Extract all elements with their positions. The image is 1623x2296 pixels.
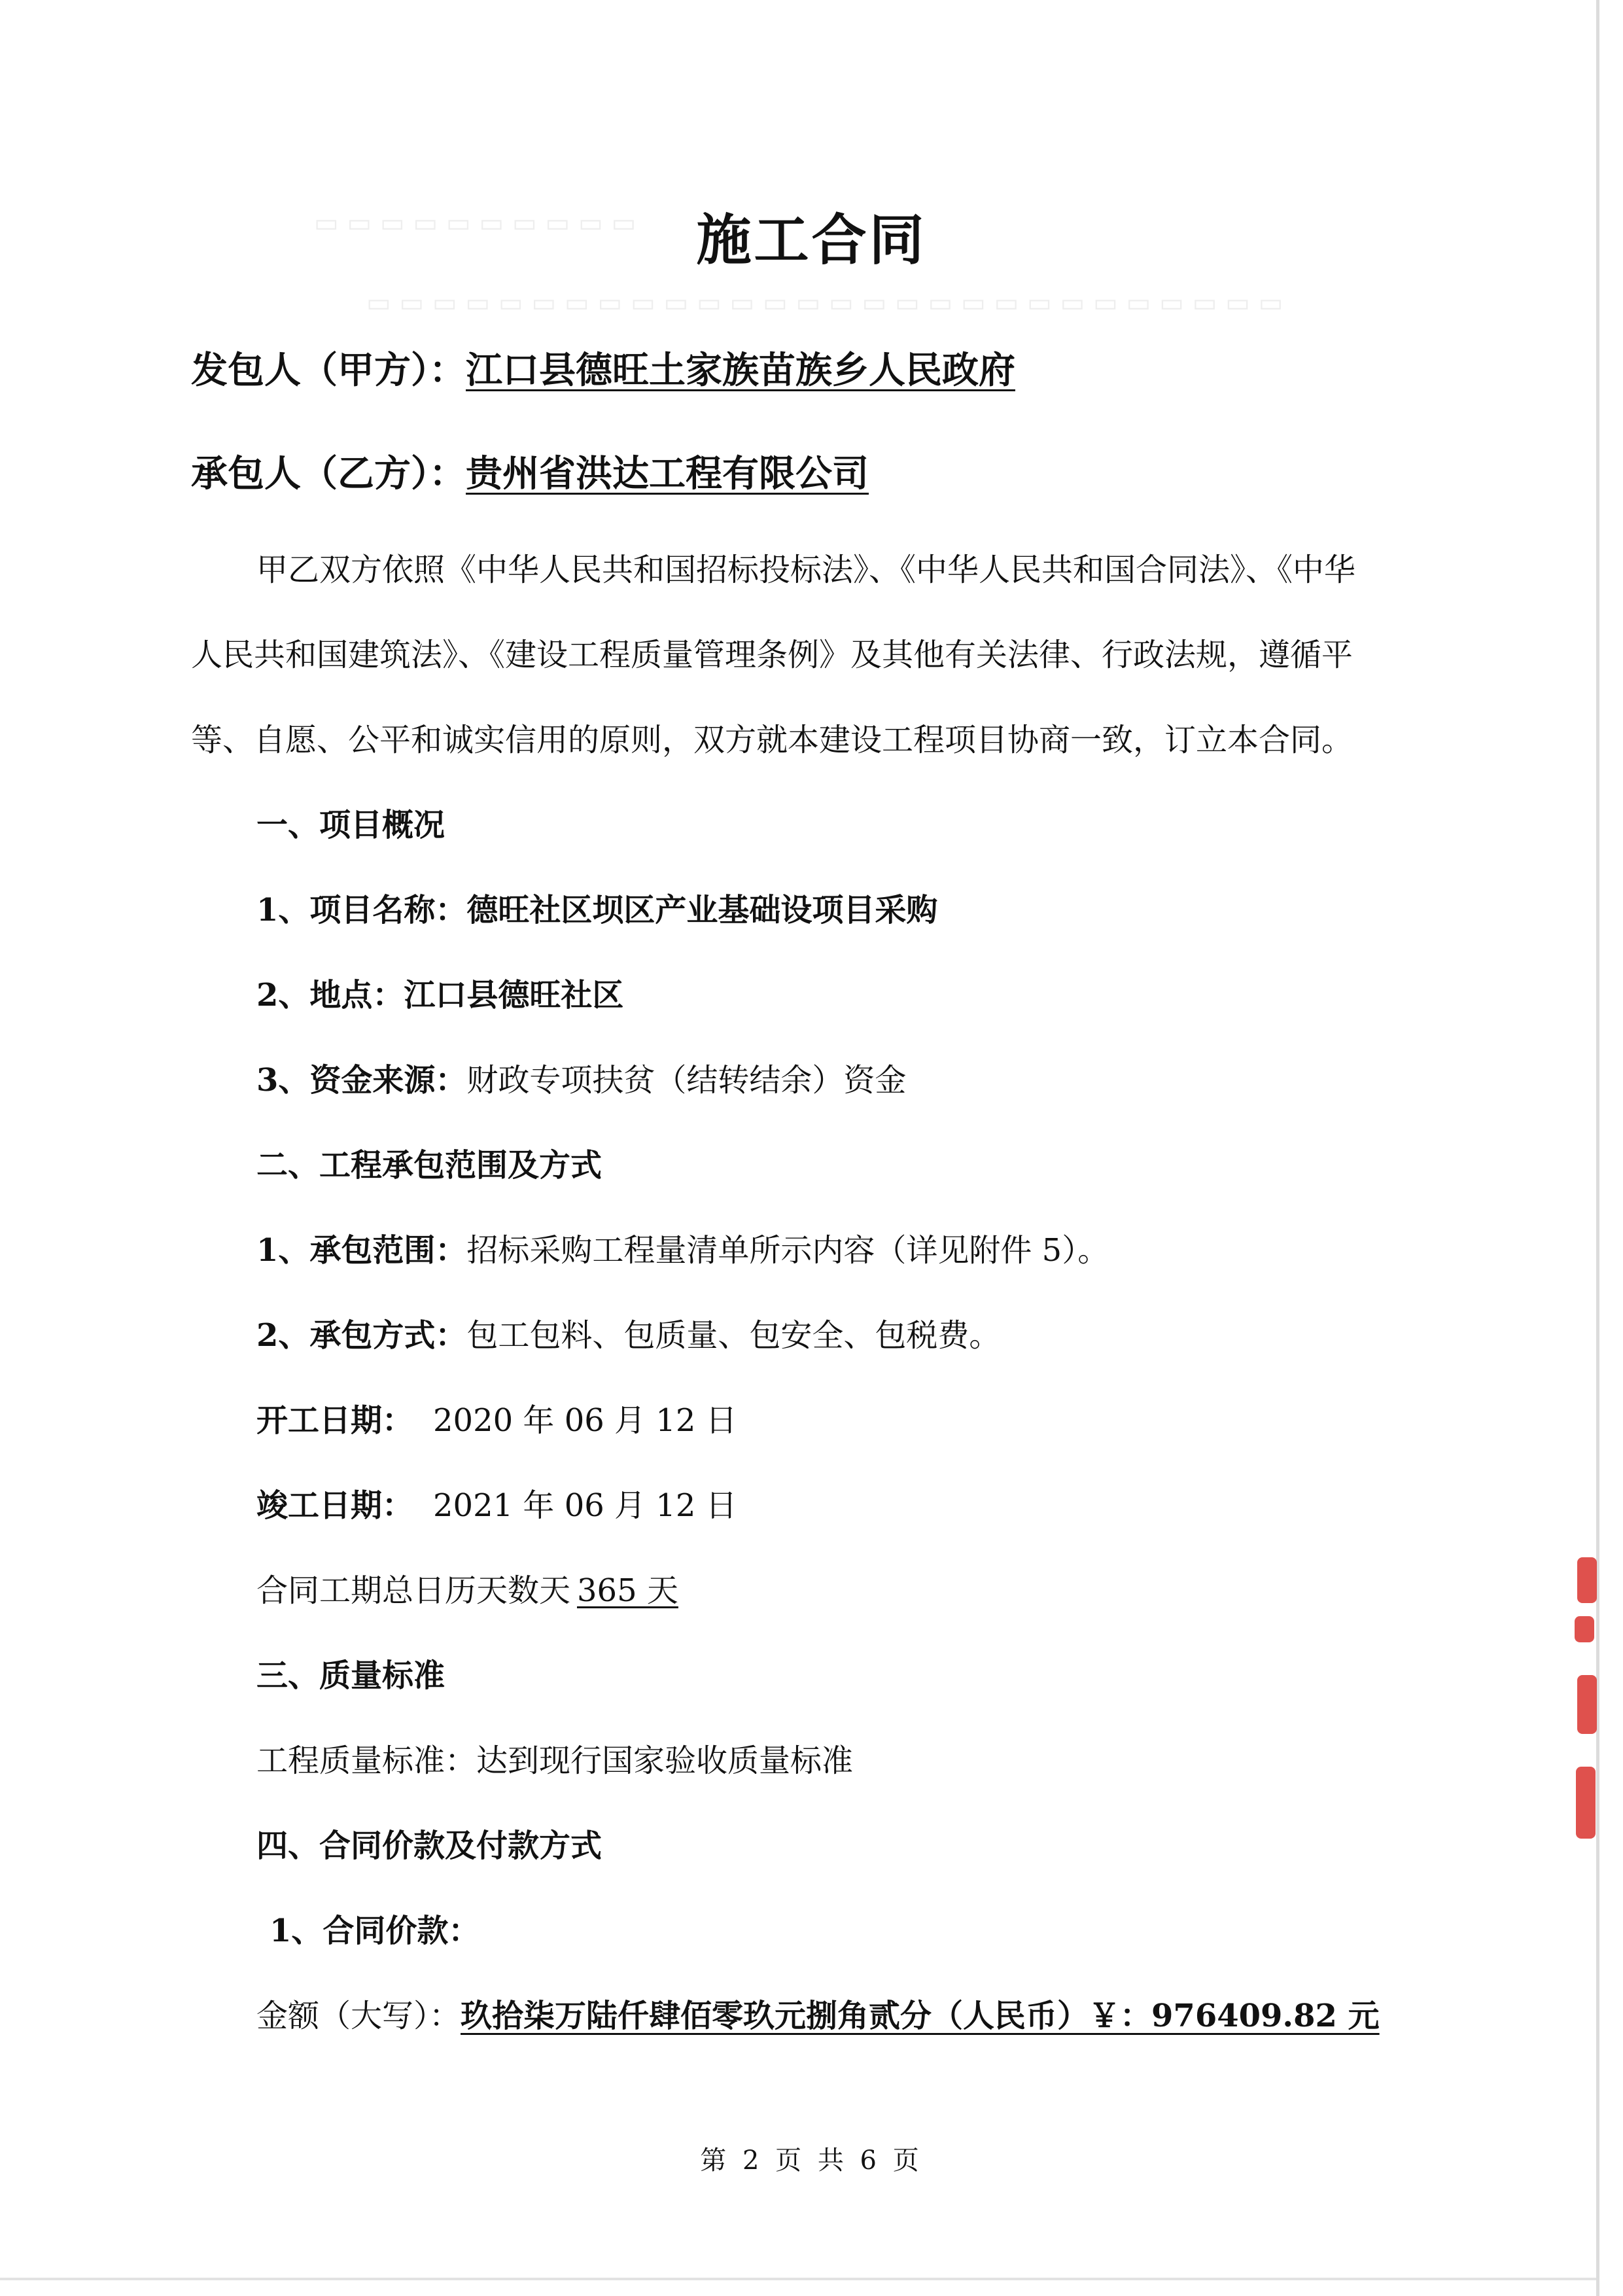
- party-a-name: 江口县德旺土家族苗族乡人民政府: [466, 349, 1015, 392]
- party-b: [191, 445, 869, 497]
- party-b-label: 承包人（乙方）：: [191, 452, 466, 495]
- section-3-heading: 三、质量标准: [256, 1657, 445, 1694]
- duration-label: 合同工期总日历天数天: [256, 1572, 571, 1609]
- quality-label: 工程质量标准：: [256, 1742, 477, 1779]
- location-label: 2、地点：: [256, 977, 404, 1014]
- section-4-heading: 四、合同价款及付款方式: [256, 1828, 602, 1864]
- project-name-label: 1、项目名称：: [256, 892, 467, 928]
- scan-edge: [1596, 0, 1599, 2296]
- party-a: [191, 342, 1015, 394]
- location-row: [256, 970, 623, 1015]
- seal-fragment: [1577, 1675, 1597, 1734]
- start-date-value: 2020 年 06 月 12 日: [433, 1402, 737, 1439]
- scope-label: 1、承包范围：: [256, 1232, 467, 1269]
- start-date-label: 开工日期：: [256, 1402, 414, 1439]
- amount-row: [256, 1990, 1380, 2036]
- quality-row: [256, 1735, 853, 1780]
- seal-fragment: [1575, 1616, 1594, 1642]
- duration-row: [256, 1565, 705, 1610]
- funding-row: [256, 1055, 906, 1100]
- scope-value: 招标采购工程量清单所示内容（详见附件 5）。: [466, 1232, 1109, 1269]
- funding-value: 财政专项扶贫（结转结余）资金: [466, 1062, 907, 1099]
- amount-label: 金额（大写）：: [256, 1998, 461, 2034]
- funding-label: 3、资金来源：: [256, 1062, 467, 1099]
- page-title: 施工合同: [696, 207, 927, 272]
- party-a-label: 发包人（甲方）：: [191, 349, 466, 392]
- end-date-value: 2021 年 06 月 12 日: [433, 1487, 737, 1524]
- party-b-name: 贵州省洪达工程有限公司: [466, 452, 869, 495]
- method-row: [256, 1310, 1000, 1355]
- amount-value: 玖拾柒万陆仟肆佰零玖元捌角贰分（人民币）￥：976409.82 元: [461, 1998, 1380, 2034]
- project-name-row: [256, 885, 937, 930]
- end-date-label: 竣工日期：: [256, 1487, 414, 1524]
- method-label: 2、承包方式：: [256, 1317, 467, 1354]
- price-label: 1、合同价款：: [270, 1913, 480, 1949]
- bleed-through: ▭ ▭ ▭ ▭ ▭ ▭ ▭ ▭ ▭ ▭: [314, 208, 637, 238]
- method-value: 包工包料、包质量、包安全、包税费。: [466, 1317, 1001, 1354]
- preamble-line-3: 等、自愿、公平和诚实信用的原则，双方就本建设工程项目协商一致，订立本合同。: [191, 722, 1353, 758]
- quality-value: 达到现行国家验收质量标准: [476, 1742, 854, 1779]
- section-2-heading: 二、工程承包范围及方式: [256, 1147, 602, 1184]
- bleed-through: ▭ ▭ ▭ ▭ ▭ ▭ ▭ ▭ ▭ ▭ ▭ ▭ ▭ ▭ ▭ ▭ ▭ ▭ ▭ ▭ ▭ ▭ ▭ ▭ ▭ ▭ ▭ ▭: [366, 288, 1283, 318]
- seal-fragment: [1577, 1557, 1597, 1603]
- preamble-line-1: 甲乙双方依照《中华人民共和国招标投标法》、《中华人民共和国合同法》、《中华: [256, 552, 1356, 588]
- section-1-heading: 一、项目概况: [256, 807, 445, 843]
- seal-fragment: [1576, 1767, 1596, 1839]
- location-value: 江口县德旺社区: [404, 977, 624, 1014]
- preamble-line-2: 人民共和国建筑法》、《建设工程质量管理条例》及其他有关法律、行政法规，遵循平: [191, 637, 1353, 673]
- duration-value: 365 天: [577, 1572, 678, 1609]
- page-number: 第 2 页 共 6 页: [700, 2146, 923, 2176]
- end-date-row: [256, 1480, 737, 1525]
- start-date-row: [256, 1395, 737, 1440]
- project-name-value: 德旺社区坝区产业基础设项目采购: [466, 892, 938, 928]
- scope-row: [256, 1225, 1109, 1270]
- scan-edge-bottom: [0, 2278, 1596, 2280]
